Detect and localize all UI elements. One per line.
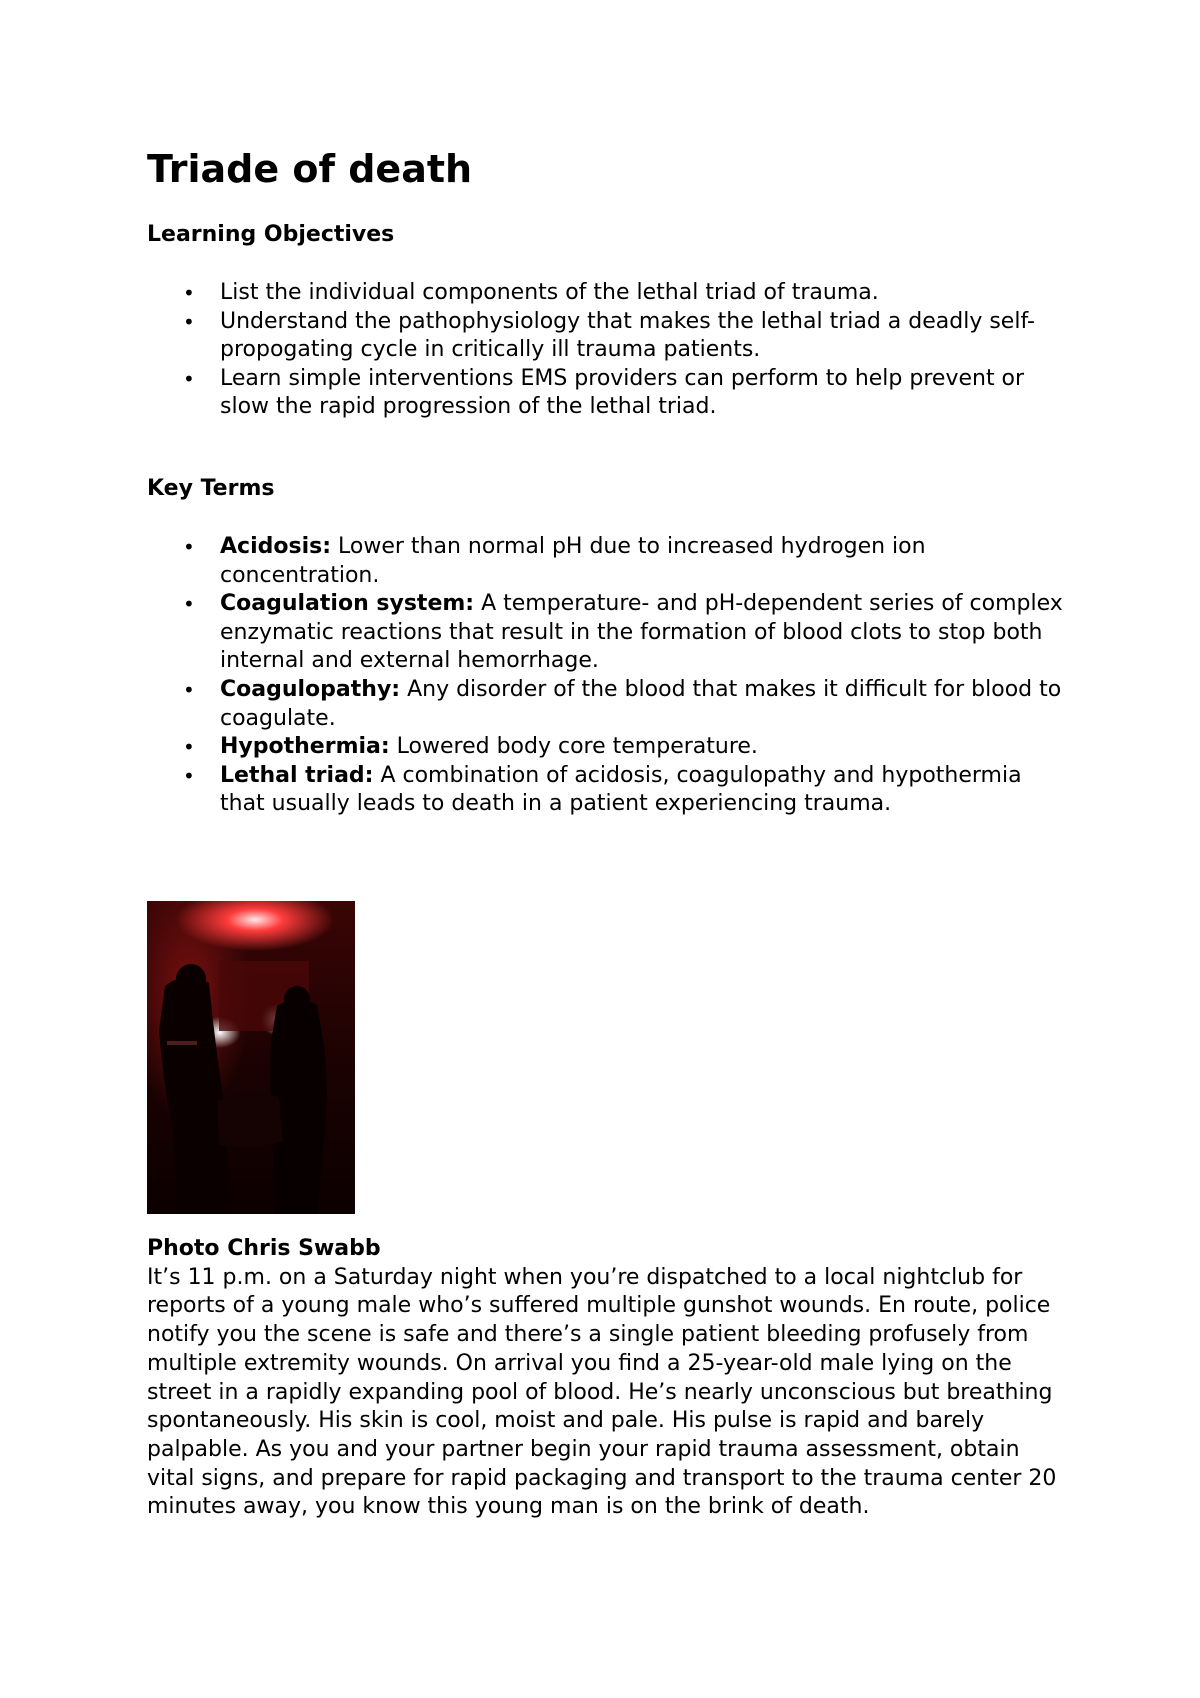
list-item: • Learn simple interventions EMS providers can perform to help prevent or slow the rapid progression of the lethal triad. [183,365,1025,420]
learning-objectives-list [147,279,1067,422]
term-label: Hypothermia: [220,734,390,760]
bullet-icon: • [183,735,195,760]
list-item [147,733,1067,762]
bullet-icon: • [183,281,195,305]
list-item: • Understand the pathophysiology that makes the lethal triad a deadly self-propogating cycle in critically ill trauma patients. [183,308,1035,363]
term-definition: Lowered body core temperature. [389,734,758,760]
bullet-icon: • [183,592,195,617]
photo-silhouettes [147,901,355,1214]
bullet-icon: • [183,535,195,559]
list-item [147,590,1067,676]
ems-night-scene-photo [147,901,355,1214]
case-scenario-text: It’s 11 p.m. on a Saturday night when you’re dispatched to a local nightclub for reports of a young male who’s suffered multiple gunshot wounds. En route, police notify you the scene is safe and there’s a single patient bleeding profusely from multiple extremity wounds. On arrival you find a 25-year-old male lying on the street in a rapidly expanding pool of blood. He’s nearly unconscious but breathing spontaneously. His skin is cool, moist and pale. His pulse is rapid and barely palpable. As you and your partner begin your rapid trauma assessment, obtain vital signs, and prepare for rapid packaging and transport to the trauma center 20 minutes away, you know this young man is on the brink of death. [147,1264,1057,1520]
list-item: • List the individual components of the lethal triad of trauma. [147,279,1067,308]
term-label: Acidosis: [220,534,331,559]
term-label: Coagulopathy: [220,676,401,702]
term-definition: Lower than normal pH due to increased hydrogen ion concentration. [220,534,926,588]
list-item [147,533,1067,590]
term-definition: A temperature- and pH-dependent series of complex enzymatic reactions that result in the formation of blood clots to stop both internal and external hemorrhage. [220,591,1063,674]
bullet-icon: • [183,763,195,788]
list-item [147,762,1067,819]
term-definition: Any disorder of the blood that makes it difficult for blood to coagulate. [220,676,1062,731]
key-terms-list [147,533,1067,819]
bullet-icon: • [183,309,195,334]
bullet-icon: • [183,677,195,702]
page-title: Triade of death [147,147,473,191]
photo-caption: Photo Chris Swabb [147,1236,381,1261]
term-label: Coagulation system: [220,591,475,617]
term-definition: A combination of acidosis, coagulopathy and hypothermia that usually leads to death in a patient experiencing trauma. [220,762,1022,817]
list-item [147,676,1067,733]
case-scenario-paragraph [147,1235,1067,1522]
learning-objectives-heading: Learning Objectives [147,222,395,247]
bullet-icon: • [183,366,195,391]
term-label: Lethal triad: [220,762,374,788]
key-terms-heading: Key Terms [147,476,275,501]
